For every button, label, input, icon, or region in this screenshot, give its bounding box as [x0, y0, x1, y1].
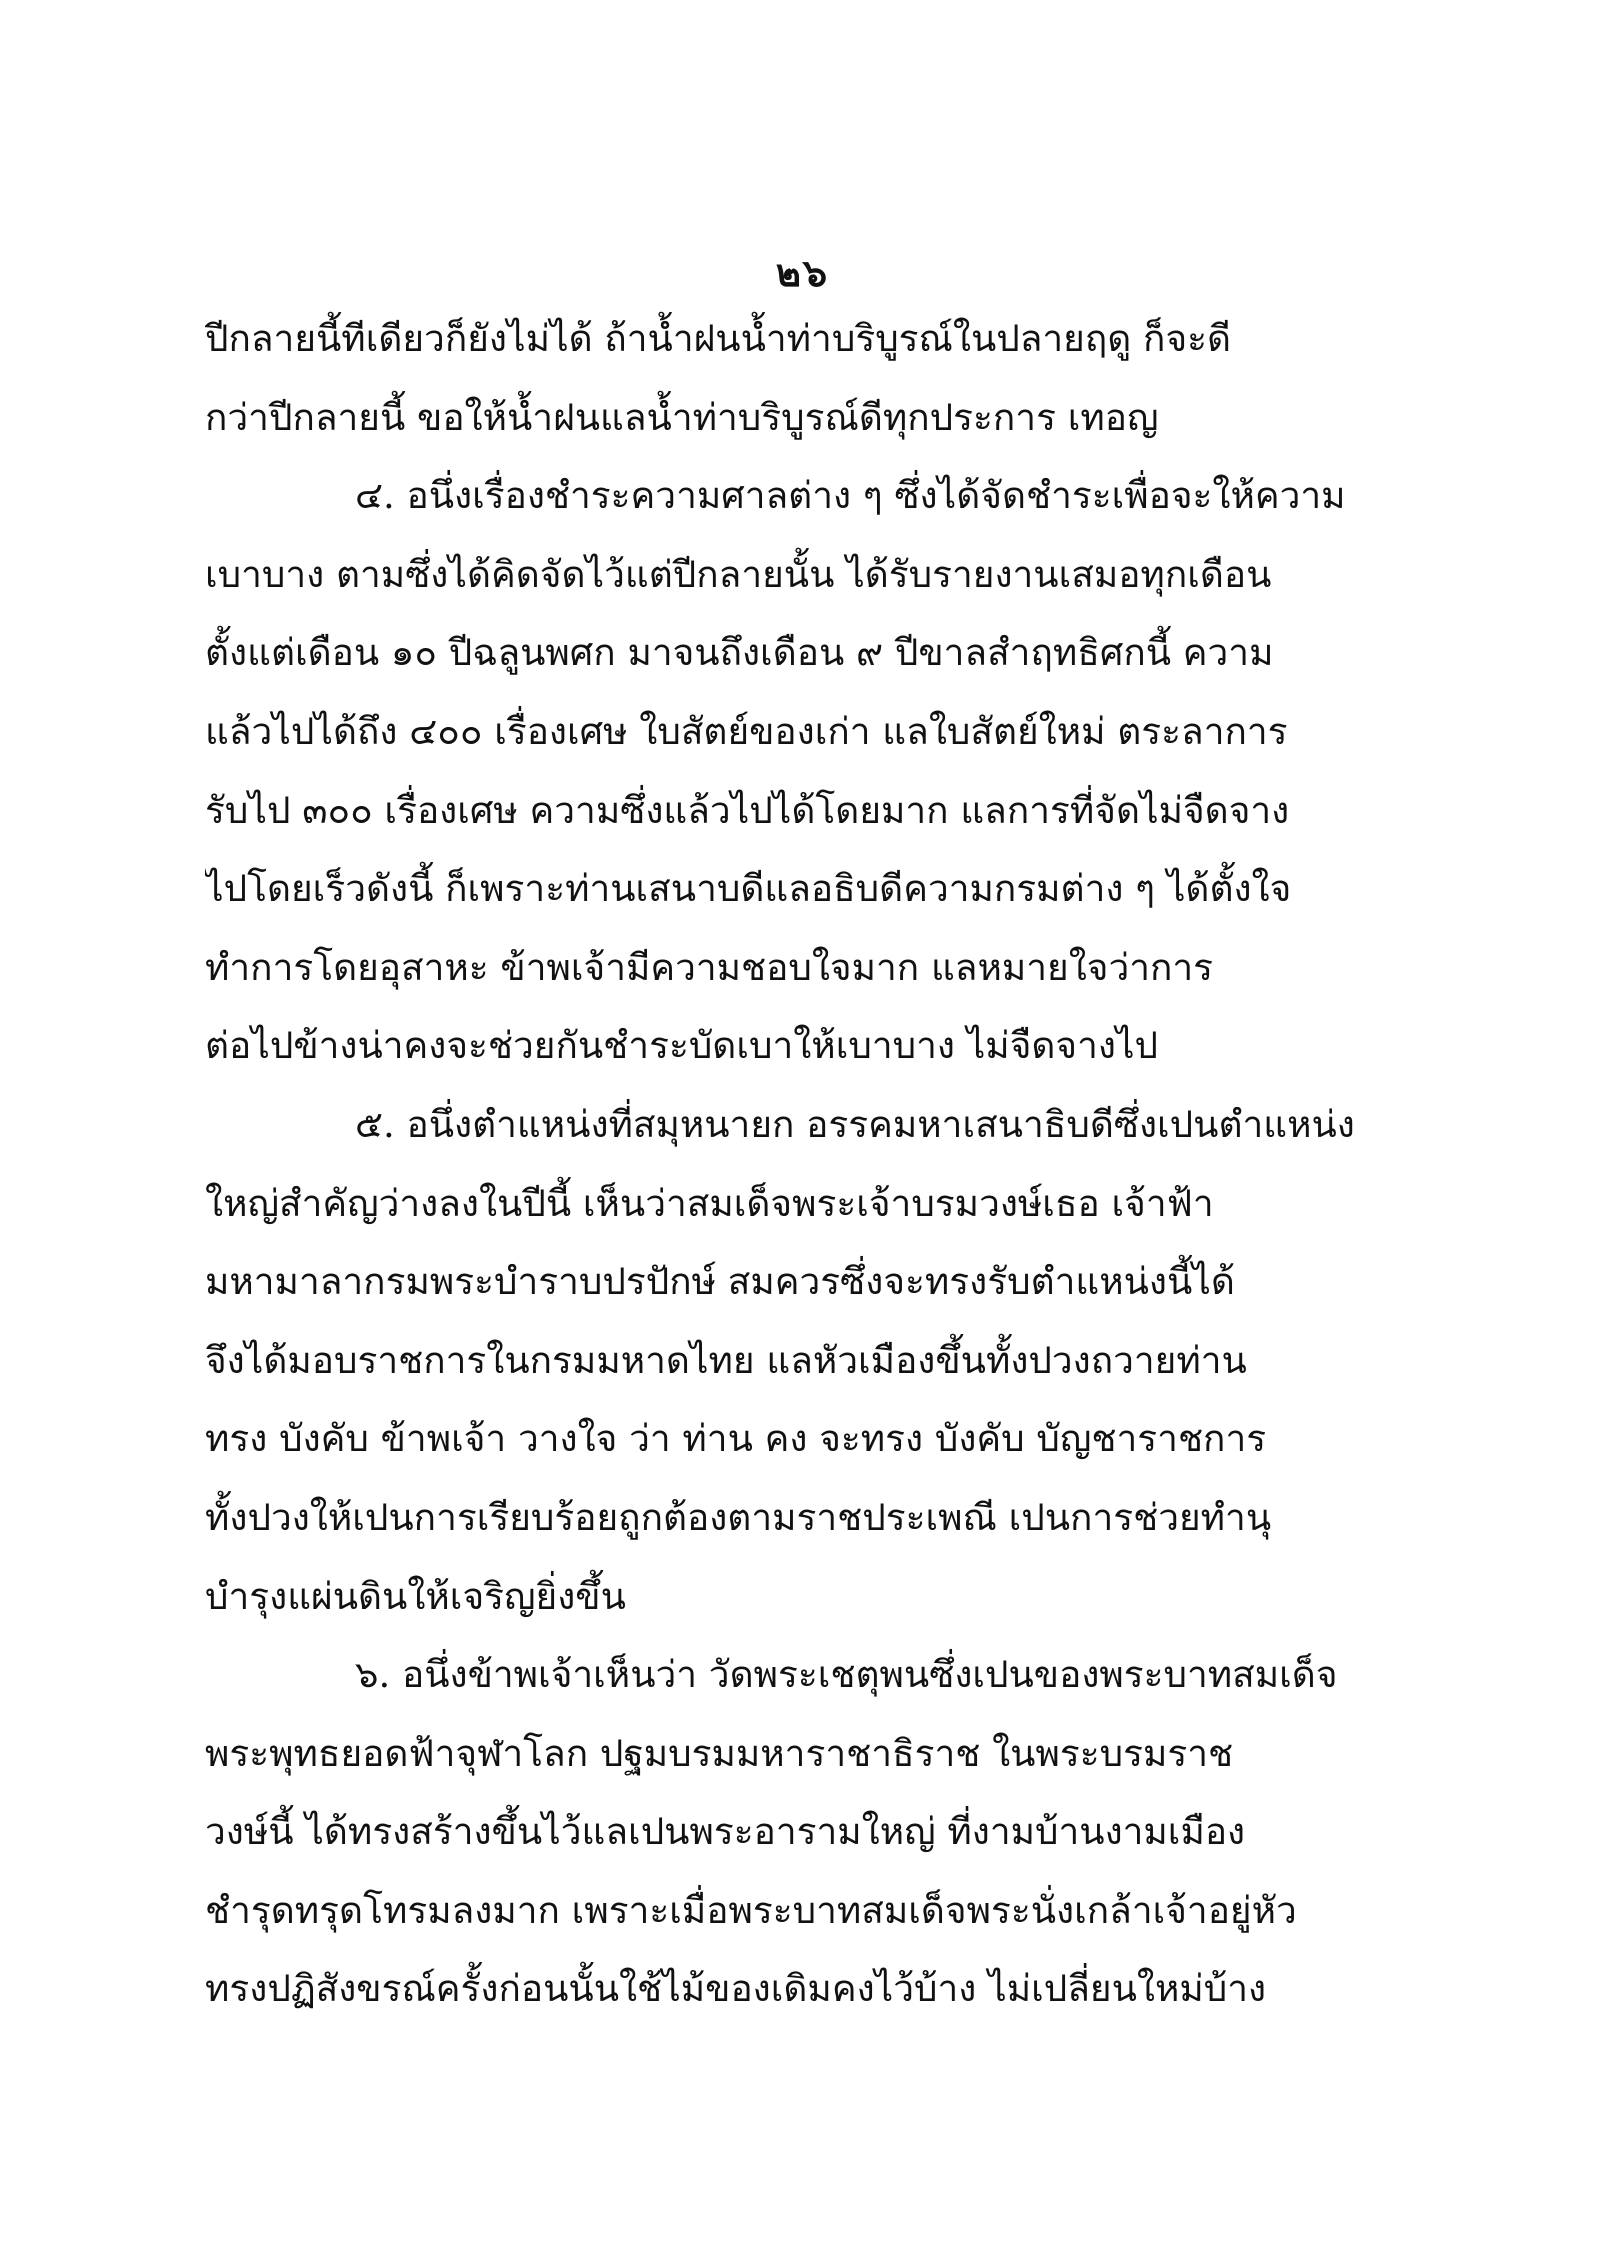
page-number: ๒๖ — [775, 250, 830, 295]
text-line: ชำรุดทรุดโทรมลงมาก เพราะเมื่อพระบาทสมเด็จพระนั่งเกล้าเจ้าอยู่หัว — [205, 1888, 1297, 1932]
text-line: ๕. อนึ่งตำแหน่งที่สมุหนายก อรรคมหาเสนาธิบดีซึ่งเปนตำแหน่ง — [355, 1102, 1355, 1146]
text-line: ๔. อนึ่งเรื่องชำระความศาลต่าง ๆ ซึ่งได้จัดชำระเพื่อจะให้ความ — [355, 474, 1346, 518]
text-line: ทรง บังคับ ข้าพเจ้า วางใจ ว่า ท่าน คง จะทรง บังคับ บัญชาราชการ — [205, 1417, 1267, 1461]
text-line: ต่อไปข้างน่าคงจะช่วยกันชำระบัดเบาให้เบาบาง ไม่จืดจางไป — [205, 1024, 1159, 1068]
text-line: รับไป ๓๐๐ เรื่องเศษ ความซึ่งแล้วไปได้โดยมาก แลการที่จัดไม่จืดจาง — [205, 788, 1290, 832]
text-line: จึงได้มอบราชการในกรมมหาดไทย แลหัวเมืองขึ้นทั้งปวงถวายท่าน — [205, 1338, 1247, 1382]
text-line: ตั้งแต่เดือน ๑๐ ปีฉลูนพศก มาจนถึงเดือน ๙ ปีขาลสำฤทธิศกนี้ ความ — [205, 631, 1274, 675]
text-line: พระพุทธยอดฟ้าจุฬาโลก ปฐมบรมมหาราชาธิราช ในพระบรมราช — [205, 1731, 1234, 1775]
text-line: ทั้งปวงให้เปนการเรียบร้อยถูกต้องตามราชประเพณี เปนการช่วยทำนุ — [205, 1495, 1272, 1539]
text-line: ๖. อนึ่งข้าพเจ้าเห็นว่า วัดพระเชตุพนซึ่งเปนของพระบาทสมเด็จ — [355, 1653, 1338, 1697]
text-line: เบาบาง ตามซึ่งได้คิดจัดไว้แต่ปีกลายนั้น ได้รับรายงานเสมอทุกเดือน — [205, 552, 1272, 596]
text-line: ทรงปฏิสังขรณ์ครั้งก่อนนั้นใช้ไม้ของเดิมคงไว้บ้าง ไม่เปลี่ยนใหม่บ้าง — [205, 1967, 1267, 2011]
text-line: แล้วไปได้ถึง ๔๐๐ เรื่องเศษ ใบสัตย์ของเก่า แลใบสัตย์ใหม่ ตระลาการ — [205, 709, 1288, 753]
text-line: กว่าปีกลายนี้ ขอให้น้ำฝนแลน้ำท่าบริบูรณ์ดีทุกประการ เทอญ — [205, 395, 1159, 439]
text-line: ไปโดยเร็วดังนี้ ก็เพราะท่านเสนาบดีแลอธิบดีความกรมต่าง ๆ ได้ตั้งใจ — [205, 867, 1292, 911]
text-line: บำรุงแผ่นดินให้เจริญยิ่งขึ้น — [205, 1574, 626, 1618]
text-line: มหามาลากรมพระบำราบปรปักษ์ สมควรซึ่งจะทรงรับตำแหน่งนี้ได้ — [205, 1260, 1235, 1304]
text-line: วงษ์นี้ ได้ทรงสร้างขึ้นไว้แลเปนพระอารามใหญ่ ที่งามบ้านงามเมือง — [205, 1810, 1246, 1854]
body-text — [205, 300, 1415, 2029]
text-line: ทำการโดยอุสาหะ ข้าพเจ้ามีความชอบใจมาก แลหมายใจว่าการ — [205, 945, 1214, 989]
text-line: ใหญ่สำคัญว่างลงในปีนี้ เห็นว่าสมเด็จพระเจ้าบรมวงษ์เธอ เจ้าฟ้า — [205, 1181, 1214, 1225]
text-line: ปีกลายนี้ทีเดียวก็ยังไม่ได้ ถ้าน้ำฝนน้ำท่าบริบูรณ์ในปลายฤดู ก็จะดี — [205, 317, 1232, 360]
